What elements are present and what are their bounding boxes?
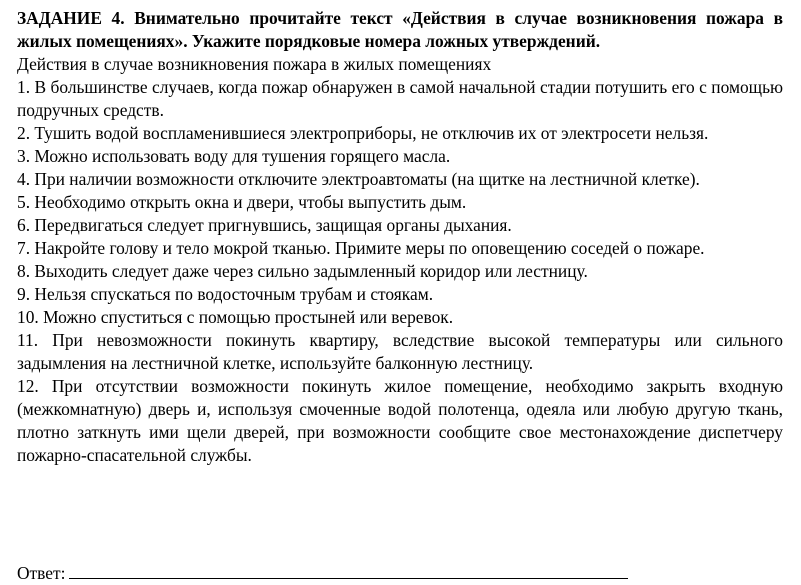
statement-item: 2. Тушить водой воспламенившиеся электроприборы, не отключив их от электросети нельзя. <box>17 123 709 143</box>
answer-blank-line[interactable] <box>69 560 628 579</box>
statement-item: 8. Выходить следует даже через сильно задымленный коридор или лестницу. <box>17 261 588 281</box>
task-instruction: Внимательно прочитайте текст «Действия в случае возникновения пожара в жилых помещениях». Укажите порядковые номера ложных утверждений. <box>17 8 783 51</box>
statement-item: 3. Можно использовать воду для тушения горящего масла. <box>17 146 451 166</box>
statement-item: 5. Необходимо открыть окна и двери, чтобы выпустить дым. <box>17 192 467 212</box>
statement-item: 7. Накройте голову и тело мокрой тканью. Примите меры по оповещению соседей о пожаре. <box>17 238 705 258</box>
worksheet-page <box>17 7 783 583</box>
statement-item: 4. При наличии возможности отключите электроавтоматы (на щитке на лестничной клетке). <box>17 169 700 189</box>
statement-list <box>17 76 783 467</box>
task-heading <box>17 7 783 53</box>
text-title: Действия в случае возникновения пожара в жилых помещениях <box>17 54 492 74</box>
answer-row <box>17 560 628 585</box>
answer-label: Ответ: <box>17 563 66 583</box>
statement-item: 11. При невозможности покинуть квартиру, вследствие высокой температуры или сильного задымления на лестничной клетке, используйте балконную лестницу. <box>17 330 783 373</box>
statement-item: 10. Можно спуститься с помощью простыней или веревок. <box>17 307 454 327</box>
task-number: ЗАДАНИЕ 4. <box>17 8 125 28</box>
statement-item: 6. Передвигаться следует пригнувшись, защищая органы дыхания. <box>17 215 512 235</box>
statement-item: 12. При отсутствии возможности покинуть жилое помещение, необходимо закрыть входную (межкомнатную) дверь и, используя смоченные водой полотенца, одеяла или любую другую ткань, плотно заткнуть ими щели дверей, при возможности сообщите свое местонахождение диспетчеру пожарно-спасательной службы. <box>17 376 783 465</box>
statement-item: 9. Нельзя спускаться по водосточным трубам и стоякам. <box>17 284 434 304</box>
statement-item: 1. В большинстве случаев, когда пожар обнаружен в самой начальной стадии потушить его с помощью подручных средств. <box>17 77 783 120</box>
